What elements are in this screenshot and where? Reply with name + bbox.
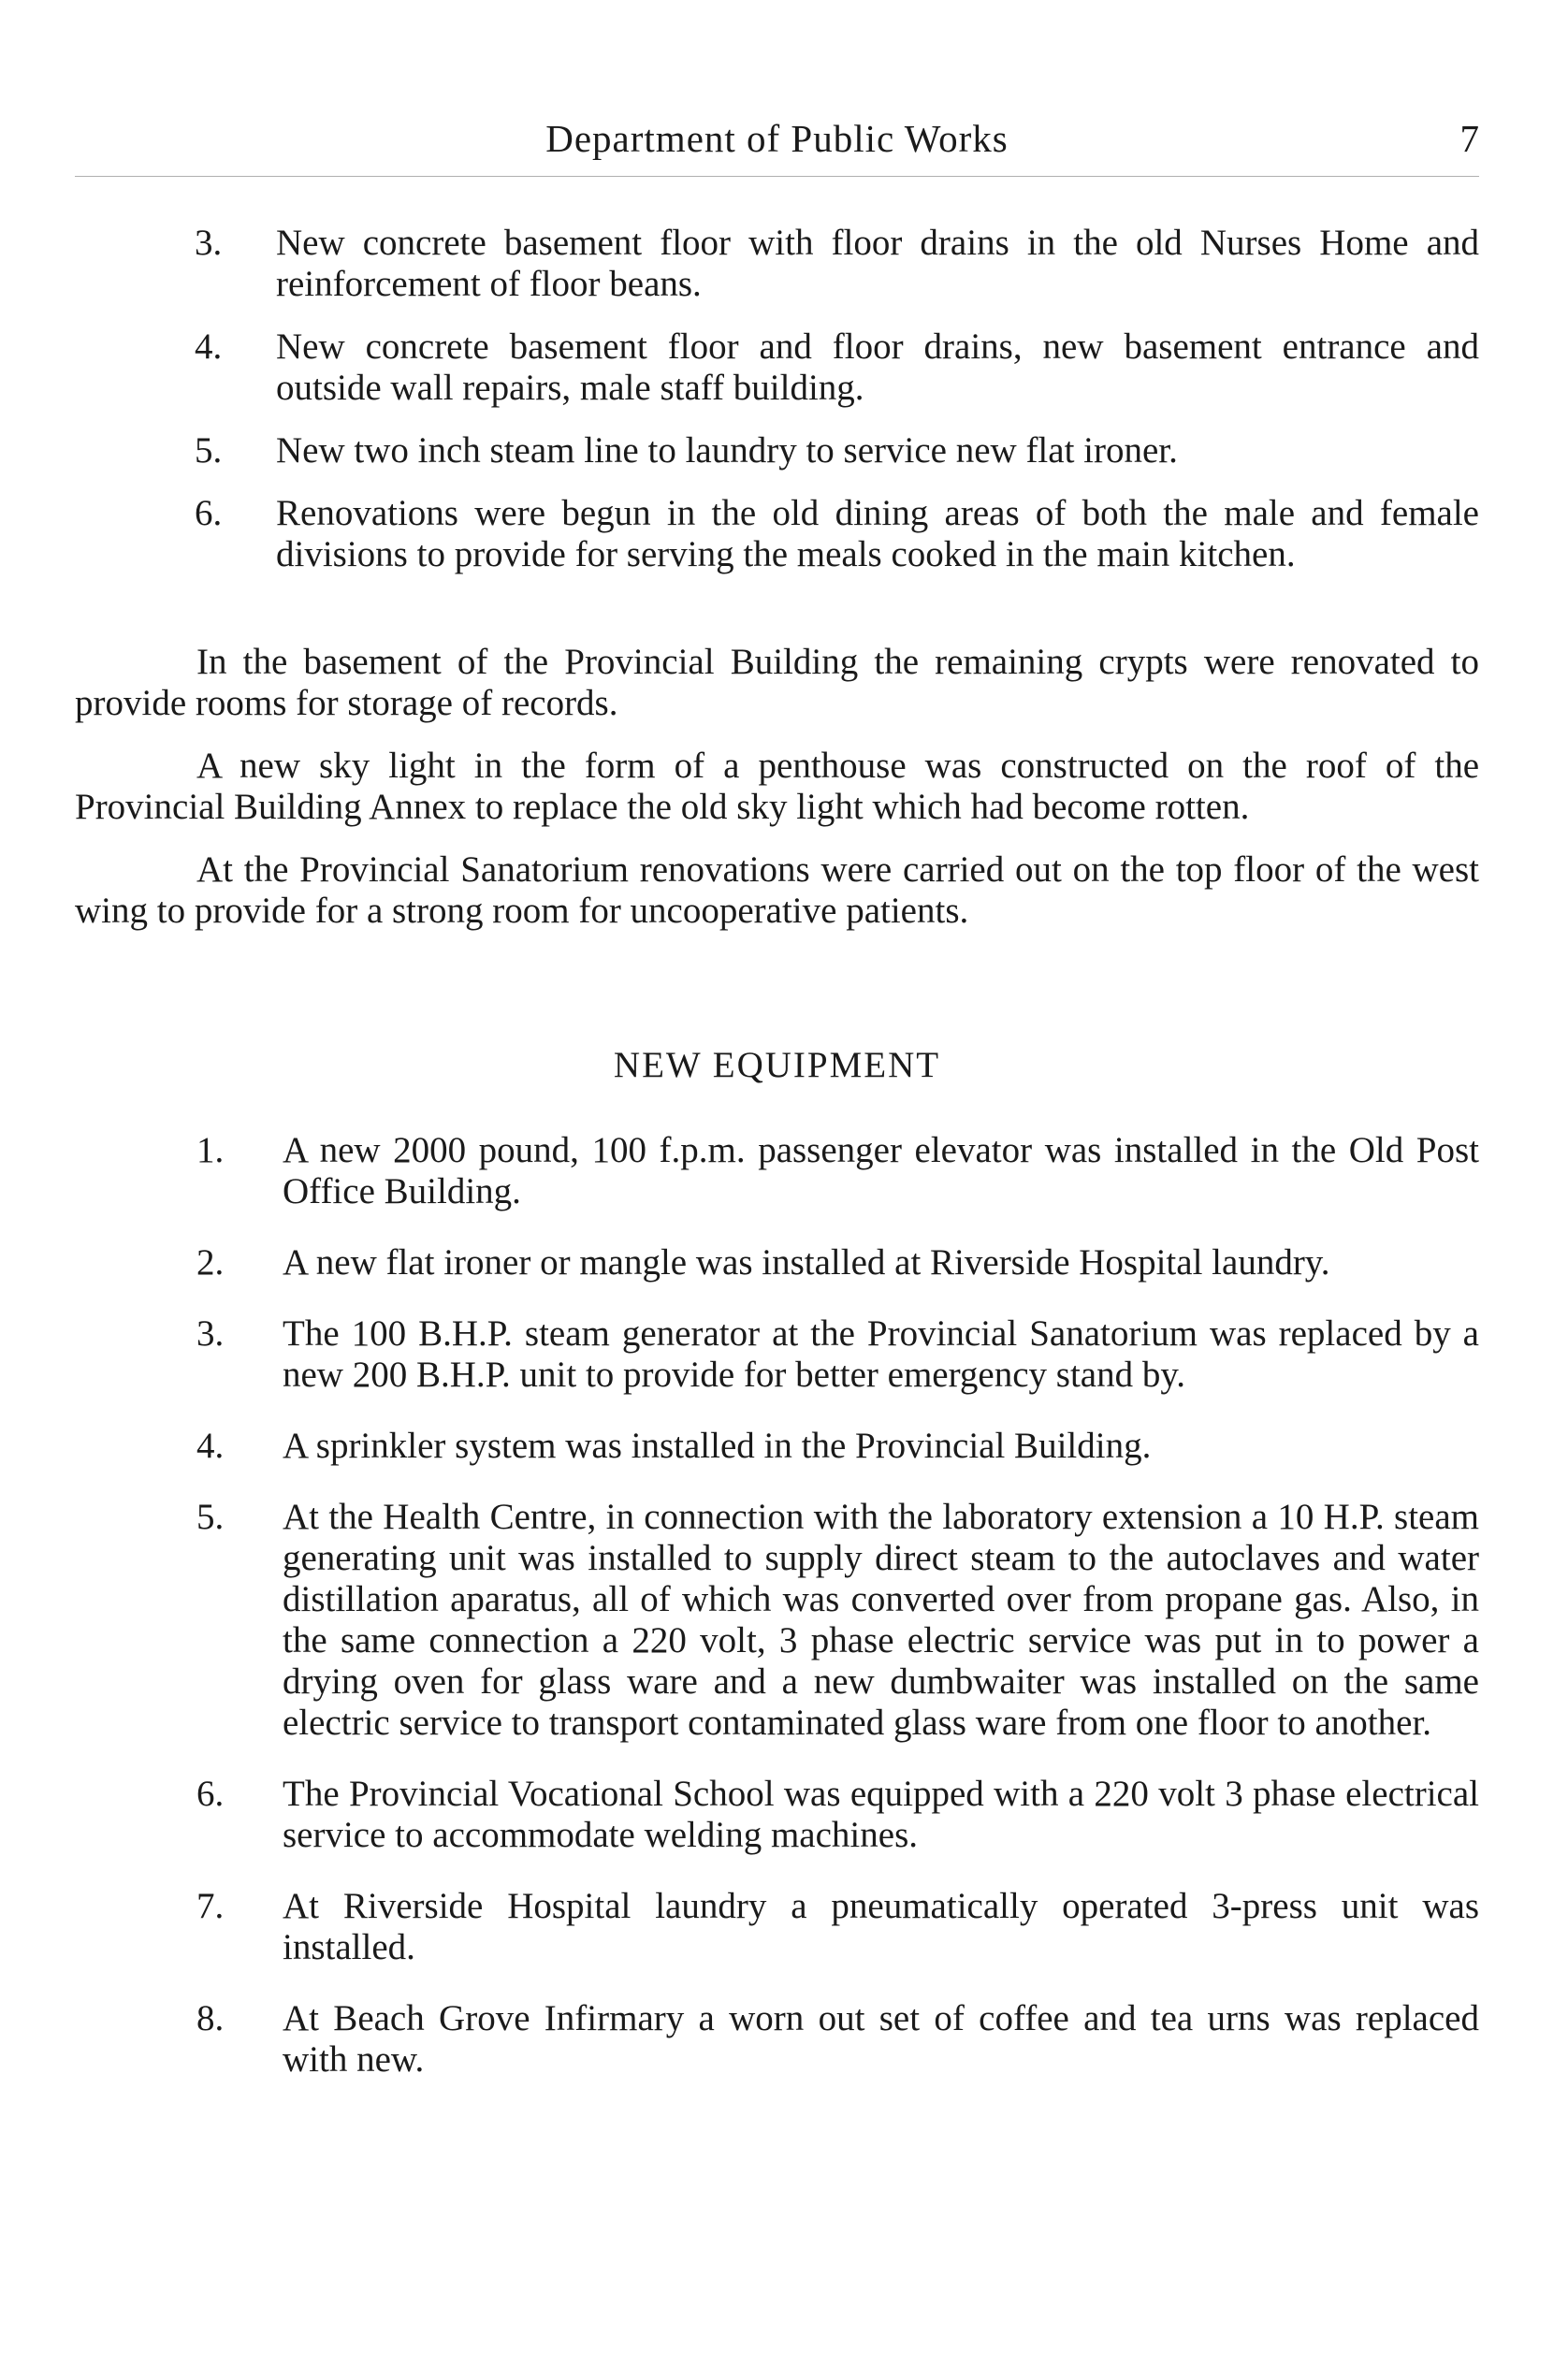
list-item: [75, 493, 1479, 575]
item-text: A new 2000 pound, 100 f.p.m. passenger elevator was installed in the Old Post Office Building.: [283, 1130, 1479, 1211]
item-text: New concrete basement floor and floor drains, new basement entrance and outside wall repairs, male staff building.: [276, 326, 1479, 408]
item-text: At the Health Centre, in connection with the laboratory extension a 10 H.P. steam generating unit was installed to supply direct steam to the autoclaves and water distillation aparatus, all of which was converted over from propane gas. Also, in the same connection a 220 volt, 3 phase electric service was put in to power a drying oven for glass ware and a new dumbwaiter was installed on the same electric service to transport contaminated glass ware from one floor to another.: [283, 1497, 1479, 1743]
item-text: New two inch steam line to laundry to service new flat ironer.: [276, 430, 1178, 471]
item-text: The 100 B.H.P. steam generator at the Provincial Sanatorium was replaced by a new 200 B.H.P. unit to provide for better emergency stand by.: [283, 1313, 1479, 1395]
running-header-title: Department of Public Works: [545, 117, 1009, 160]
list-item: [75, 1242, 1479, 1283]
paragraph-sanatorium: At the Provincial Sanatorium renovations were carried out on the top floor of the west wing to provide for a strong room for uncooperative patients.: [75, 849, 1479, 931]
item-number: 2.: [196, 1242, 225, 1283]
header-rule: [75, 176, 1479, 177]
item-text: A sprinkler system was installed in the Provincial Building.: [283, 1426, 1152, 1466]
section-heading-new-equipment: NEW EQUIPMENT: [613, 1045, 941, 1085]
item-number: 6.: [195, 493, 223, 533]
item-number: 1.: [196, 1130, 225, 1170]
page-number: 7: [1459, 117, 1479, 160]
list-item: [75, 326, 1479, 409]
list-item: [75, 223, 1479, 305]
item-number: 6.: [196, 1774, 225, 1814]
item-number: 4.: [196, 1426, 225, 1466]
list-item: [75, 430, 1479, 471]
item-number: 5.: [196, 1497, 225, 1537]
list-item: [75, 1426, 1479, 1467]
list-item: [75, 1998, 1479, 2081]
list-item: [75, 1497, 1479, 1744]
renovations-list: [75, 223, 1479, 597]
item-number: 7.: [196, 1886, 225, 1926]
item-text: The Provincial Vocational School was equipped with a 220 volt 3 phase electrical service to accommodate welding machines.: [283, 1774, 1479, 1855]
item-text: Renovations were begun in the old dining areas of both the male and female divisions to provide for serving the meals cooked in the main kitchen.: [276, 493, 1479, 574]
item-number: 3.: [196, 1313, 225, 1354]
item-number: 3.: [195, 223, 223, 263]
item-text: A new flat ironer or mangle was installed at Riverside Hospital laundry.: [283, 1242, 1330, 1283]
item-text: At Riverside Hospital laundry a pneumatically operated 3-press unit was installed.: [283, 1886, 1479, 1967]
item-text: New concrete basement floor with floor drains in the old Nurses Home and reinforcement of floor beans.: [276, 223, 1479, 304]
item-number: 5.: [195, 430, 223, 471]
page-header: [75, 110, 1479, 167]
list-item: [75, 1774, 1479, 1856]
item-number: 4.: [195, 326, 223, 367]
item-number: 8.: [196, 1998, 225, 2038]
new-equipment-list: [75, 1130, 1479, 2110]
item-text: At Beach Grove Infirmary a worn out set of coffee and tea urns was replaced with new.: [283, 1998, 1479, 2080]
paragraph-crypts: In the basement of the Provincial Building the remaining crypts were renovated to provide rooms for storage of records.: [75, 642, 1479, 723]
body-paragraphs: [75, 642, 1479, 953]
list-item: [75, 1130, 1479, 1212]
paragraph-sky-light: A new sky light in the form of a penthouse was constructed on the roof of the Provincial Building Annex to replace the old sky light which had become rotten.: [75, 746, 1479, 827]
list-item: [75, 1886, 1479, 1968]
list-item: [75, 1313, 1479, 1396]
